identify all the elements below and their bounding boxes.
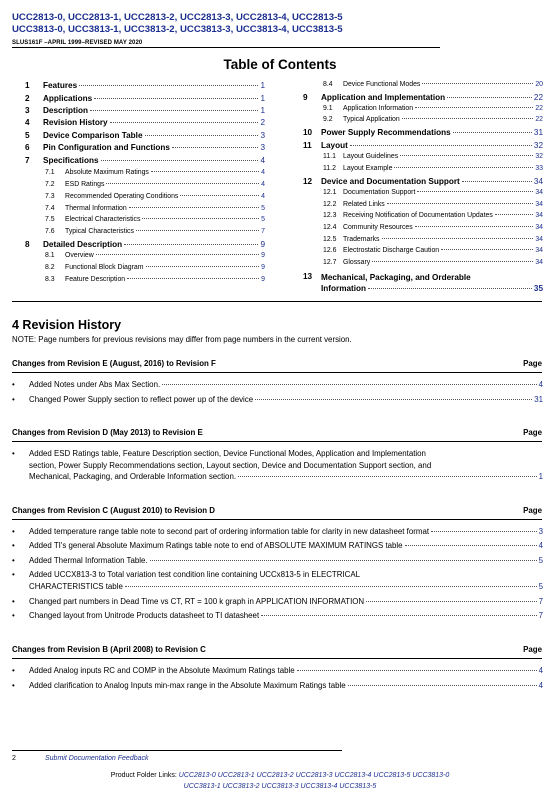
revision-list-item bbox=[12, 448, 543, 483]
toc-entry-page[interactable]: 34 bbox=[533, 177, 543, 186]
toc-entry-page[interactable]: 1 bbox=[260, 94, 265, 103]
toc-entry-label: Layout bbox=[321, 141, 348, 150]
revision-list-item bbox=[12, 665, 543, 677]
toc-entry-number: 12.2 bbox=[323, 201, 337, 208]
revision-list-item bbox=[12, 526, 543, 538]
product-folder-link[interactable]: UCC3813-3 bbox=[261, 782, 299, 790]
toc-entry-label: Typical Characteristics bbox=[65, 228, 134, 235]
page-column-label: Page bbox=[523, 359, 542, 368]
revision-list-item bbox=[12, 596, 543, 608]
toc-entry-page[interactable]: 9 bbox=[261, 264, 265, 271]
product-folder-link[interactable]: UCC2813-0 bbox=[178, 772, 218, 779]
item-text: Changed Power Supply section to reflect power up of the device bbox=[29, 395, 254, 404]
product-folder-links bbox=[0, 771, 560, 792]
toc-entry-page[interactable]: 32 bbox=[533, 141, 543, 150]
toc-entry-page[interactable]: 34 bbox=[535, 201, 543, 208]
toc-entry[interactable] bbox=[323, 165, 543, 172]
item-text: Added clarification to Analog Inputs min-max range in the Absolute Maximum Ratings table bbox=[29, 681, 346, 690]
product-folder-link[interactable]: UCC3813-5 bbox=[339, 782, 377, 790]
toc-entry-number: 7.2 bbox=[45, 181, 55, 188]
toc-entry[interactable] bbox=[25, 240, 265, 249]
section-rule bbox=[12, 658, 542, 659]
toc-entry-number: 12.6 bbox=[323, 247, 337, 254]
bullet: • bbox=[12, 681, 15, 690]
toc-entry-label: Application Information bbox=[343, 105, 414, 112]
toc-entry-page[interactable]: 1 bbox=[260, 106, 265, 115]
toc-entry-number: 6 bbox=[25, 143, 30, 152]
toc-entry-page[interactable]: 20 bbox=[535, 81, 543, 88]
toc-entry-page[interactable]: 34 bbox=[535, 247, 543, 254]
revision-list-item bbox=[12, 379, 543, 391]
item-page-link[interactable]: 3 bbox=[538, 527, 543, 536]
toc-entry-page[interactable]: 33 bbox=[535, 165, 543, 172]
item-page-link[interactable]: 5 bbox=[538, 581, 543, 591]
toc-entry[interactable] bbox=[45, 169, 265, 176]
toc-entry-label: ESD Ratings bbox=[65, 181, 105, 188]
revision-history-title: 4 Revision History bbox=[12, 318, 122, 332]
toc-entry-label: Device and Documentation Support bbox=[321, 177, 460, 186]
toc-entry[interactable] bbox=[303, 177, 543, 186]
toc-entry[interactable] bbox=[45, 252, 265, 259]
toc-entry-number: 12 bbox=[303, 177, 313, 186]
item-page-link[interactable]: 7 bbox=[538, 611, 543, 620]
toc-entry-number: 12.4 bbox=[323, 224, 337, 231]
toc-entry-number: 12.7 bbox=[323, 259, 337, 266]
toc-entry-label: Recommended Operating Conditions bbox=[65, 193, 179, 200]
product-folder-link[interactable]: UCC2813-4 bbox=[334, 772, 374, 779]
toc-entry-number: 10 bbox=[303, 128, 313, 137]
toc-entry-label: Pin Configuration and Functions bbox=[43, 143, 170, 152]
bullet: • bbox=[12, 449, 15, 458]
toc-entry-number: 1 bbox=[25, 81, 30, 90]
toc-entry-number: 8.4 bbox=[323, 81, 333, 88]
toc-entry-label: Receiving Notification of Documentation Updates bbox=[343, 212, 493, 219]
toc-entry-page[interactable]: 9 bbox=[261, 252, 265, 259]
item-page-link[interactable]: 4 bbox=[538, 681, 543, 690]
toc-entry[interactable] bbox=[323, 212, 543, 219]
toc-entry-page[interactable]: 35 bbox=[533, 284, 543, 293]
toc-entry-number: 11.1 bbox=[323, 153, 336, 160]
toc-entry-label: Revision History bbox=[43, 118, 108, 127]
section-rule bbox=[12, 441, 542, 442]
toc-entry[interactable] bbox=[45, 276, 265, 283]
toc-entry[interactable] bbox=[323, 105, 543, 112]
toc-entry-label: Absolute Maximum Ratings bbox=[65, 169, 149, 176]
revision-history-note: NOTE: Page numbers for previous revisions may differ from page numbers in the current version. bbox=[12, 335, 352, 344]
toc-entry-label: Community Resources bbox=[343, 224, 413, 231]
toc-entry-label: Documentation Support bbox=[343, 189, 416, 196]
toc-entry-number: 12.5 bbox=[323, 236, 337, 243]
bullet: • bbox=[12, 611, 15, 620]
toc-entry[interactable] bbox=[45, 228, 265, 235]
revision-list-item bbox=[12, 610, 543, 622]
toc-entry-label: Typical Application bbox=[343, 116, 400, 123]
item-text-line3: Mechanical, Packaging, and Orderable Information section. bbox=[29, 472, 237, 481]
toc-entry[interactable] bbox=[303, 141, 543, 150]
toc-entry[interactable] bbox=[323, 189, 543, 196]
toc-entry-page[interactable]: 4 bbox=[261, 169, 265, 176]
item-page-link[interactable]: 4 bbox=[538, 666, 543, 675]
section-rule bbox=[12, 372, 542, 373]
toc-entry-page[interactable]: 4 bbox=[261, 193, 265, 200]
toc-entry-number: 7 bbox=[25, 156, 30, 165]
toc-entry-page[interactable]: 22 bbox=[535, 116, 543, 123]
toc-entry-page[interactable]: 9 bbox=[260, 240, 265, 249]
toc-entry-number: 8.3 bbox=[45, 276, 55, 283]
toc-entry[interactable] bbox=[323, 247, 543, 254]
toc-entry-number: 8.1 bbox=[45, 252, 55, 259]
section-rule bbox=[12, 519, 542, 520]
document-id: SLUS161F –APRIL 1999–REVISED MAY 2020 bbox=[12, 40, 143, 46]
toc-entry-number: 9.2 bbox=[323, 116, 333, 123]
revision-list-item bbox=[12, 555, 543, 567]
toc-entry-page[interactable]: 9 bbox=[261, 276, 265, 283]
toc-entry[interactable] bbox=[45, 216, 265, 223]
bullet: • bbox=[12, 556, 15, 565]
toc-entry[interactable] bbox=[323, 224, 543, 231]
toc-entry-label: Description bbox=[43, 106, 89, 115]
toc-entry-label: Thermal Information bbox=[65, 205, 127, 212]
revision-section-heading bbox=[12, 645, 542, 654]
item-text: Added Thermal Information Table. bbox=[29, 556, 148, 565]
toc-entry[interactable] bbox=[303, 272, 543, 294]
toc-entry-label: Layout Example bbox=[343, 165, 393, 172]
toc-entry-page[interactable]: 22 bbox=[533, 93, 543, 102]
toc-entry-page[interactable]: 3 bbox=[260, 131, 265, 140]
toc-entry[interactable] bbox=[45, 181, 265, 188]
item-page-link[interactable]: 31 bbox=[534, 395, 543, 404]
toc-entry-page[interactable]: 31 bbox=[533, 128, 543, 137]
toc-entry-label: Glossary bbox=[343, 259, 371, 266]
toc-entry-label: Electrical Characteristics bbox=[65, 216, 141, 223]
toc-entry-number: 9 bbox=[303, 93, 308, 102]
bullet: • bbox=[12, 597, 15, 606]
toc-entry-page[interactable]: 1 bbox=[260, 81, 265, 90]
toc-entry-label: Related Links bbox=[343, 201, 385, 208]
toc-entry-number: 2 bbox=[25, 94, 30, 103]
revision-section-heading bbox=[12, 428, 542, 437]
toc-entry[interactable] bbox=[25, 156, 265, 165]
item-text: Added temperature range table note to second part of ordering information table for clarity in new datasheet format bbox=[29, 527, 430, 536]
toc-entry[interactable] bbox=[45, 264, 265, 271]
toc-entry-label: Application and Implementation bbox=[321, 93, 446, 102]
toc-entry-label: Feature Description bbox=[65, 276, 126, 283]
bullet: • bbox=[12, 527, 15, 536]
toc-entry-label: Mechanical, Packaging, and Orderable Information 35 bbox=[321, 273, 543, 293]
toc-entry-number: 8.2 bbox=[45, 264, 55, 271]
bullet: • bbox=[12, 666, 15, 675]
toc-entry[interactable] bbox=[323, 153, 543, 160]
toc-entry-label: Functional Block Diagram bbox=[65, 264, 144, 271]
revision-section-heading-text: Changes from Revision C (August 2010) to Revision D bbox=[12, 506, 215, 515]
toc-entry-label: Applications bbox=[43, 94, 93, 103]
toc-entry-page[interactable]: 4 bbox=[260, 156, 265, 165]
toc-title: Table of Contents bbox=[223, 57, 337, 72]
revision-list-item bbox=[12, 540, 543, 552]
toc-entry-page[interactable]: 34 bbox=[535, 259, 543, 266]
product-folder-link[interactable]: UCC2813-5 bbox=[373, 772, 413, 779]
bullet: • bbox=[12, 570, 15, 579]
item-text: Changed layout from Unitrode Products datasheet to TI datasheet bbox=[29, 611, 260, 620]
toc-entry-page[interactable]: 34 bbox=[535, 212, 543, 219]
toc-entry[interactable] bbox=[303, 128, 543, 137]
item-page-link[interactable]: 1 bbox=[538, 472, 543, 481]
toc-entry-label: Power Supply Recommendations bbox=[321, 128, 451, 137]
toc-entry[interactable] bbox=[323, 259, 543, 266]
revision-list-item bbox=[12, 569, 543, 592]
toc-entry-page[interactable]: 5 bbox=[261, 205, 265, 212]
toc-entry-label: Features bbox=[43, 81, 78, 90]
toc-entry-number: 12.3 bbox=[323, 212, 337, 219]
item-text: Added Notes under Abs Max Section. bbox=[29, 380, 161, 389]
item-text: Changed part numbers in Dead Time vs CT, RT = 100 k graph in APPLICATION INFORMATION bbox=[29, 597, 365, 606]
toc-entry-number: 9.1 bbox=[323, 105, 333, 112]
bullet: • bbox=[12, 395, 15, 404]
revision-section-heading bbox=[12, 359, 542, 368]
toc-entry-number: 7.1 bbox=[45, 169, 55, 176]
header-rule bbox=[12, 47, 440, 48]
header-part-numbers-line2: UCC3813-0, UCC3813-1, UCC3813-2, UCC3813-3, UCC3813-4, UCC3813-5 bbox=[12, 24, 343, 35]
toc-entry-number: 7.4 bbox=[45, 205, 55, 212]
toc-entry-number: 11.2 bbox=[323, 165, 336, 172]
toc-entry-page[interactable]: 3 bbox=[260, 143, 265, 152]
toc-entry[interactable] bbox=[25, 143, 265, 152]
toc-entry[interactable] bbox=[25, 106, 265, 115]
toc-entry-number: 3 bbox=[25, 106, 30, 115]
toc-entry[interactable] bbox=[303, 93, 543, 102]
toc-entry-label: Overview bbox=[65, 252, 94, 259]
toc-entry-page[interactable]: 34 bbox=[535, 224, 543, 231]
footer-rule bbox=[12, 750, 342, 751]
toc-entry[interactable] bbox=[323, 201, 543, 208]
item-text-line1: Added UCCX813-3 to Total variation test condition line containing UCCx813-5 in ELECTRICAL bbox=[29, 570, 360, 579]
toc-entry-number: 12.1 bbox=[323, 189, 337, 196]
toc-entry-label: Trademarks bbox=[343, 236, 380, 243]
toc-entry-label: Layout Guidelines bbox=[343, 153, 399, 160]
toc-entry-page[interactable]: 5 bbox=[261, 216, 265, 223]
product-folder-link[interactable]: UCC3813-0 bbox=[412, 772, 450, 779]
product-folder-links-label: Product Folder Links: bbox=[110, 772, 177, 779]
revision-list-item bbox=[12, 394, 543, 406]
product-folder-link[interactable]: UCC3813-2 bbox=[222, 782, 260, 790]
item-page-link[interactable]: 7 bbox=[538, 597, 543, 606]
toc-entry[interactable] bbox=[25, 94, 265, 103]
toc-entry-number: 8 bbox=[25, 240, 30, 249]
toc-entry-number: 4 bbox=[25, 118, 30, 127]
toc-entry[interactable] bbox=[45, 193, 265, 200]
toc-entry-page[interactable]: 34 bbox=[535, 189, 543, 196]
toc-entry[interactable] bbox=[323, 81, 543, 88]
product-folder-link[interactable]: UCC2813-3 bbox=[295, 772, 335, 779]
toc-entry[interactable] bbox=[323, 116, 543, 123]
item-text-line2: CHARACTERISTICS table bbox=[29, 581, 123, 591]
toc-entry-page[interactable]: 34 bbox=[535, 236, 543, 243]
bullet: • bbox=[12, 380, 15, 389]
product-folder-link[interactable]: UCC3813-4 bbox=[300, 782, 338, 790]
bullet: • bbox=[12, 541, 15, 550]
revision-list-item bbox=[12, 680, 543, 692]
page-column-label: Page bbox=[523, 645, 542, 654]
toc-entry-page[interactable]: 22 bbox=[535, 105, 543, 112]
toc-entry-label: Detailed Description bbox=[43, 240, 123, 249]
toc-bottom-rule bbox=[12, 301, 542, 302]
toc-entry[interactable] bbox=[25, 118, 265, 127]
toc-entry-label: Electrostatic Discharge Caution bbox=[343, 247, 440, 254]
product-folder-link[interactable]: UCC2813-1 bbox=[217, 772, 257, 779]
item-text-line2: section, Power Supply Recommendations section, Layout section, Device and Documentation Support section, and bbox=[29, 460, 432, 470]
toc-entry-number: 7.3 bbox=[45, 193, 55, 200]
revision-section-heading-text: Changes from Revision B (April 2008) to Revision C bbox=[12, 645, 206, 654]
revision-section-heading-text: Changes from Revision E (August, 2016) to Revision F bbox=[12, 359, 216, 368]
toc-entry-page[interactable]: 32 bbox=[535, 153, 543, 160]
item-page-link[interactable]: 4 bbox=[538, 380, 543, 389]
revision-section-heading bbox=[12, 506, 542, 515]
toc-entry-label: Device Functional Modes bbox=[343, 81, 421, 88]
submit-feedback-link[interactable]: Submit Documentation Feedback bbox=[45, 755, 149, 762]
toc-entry-number: 7.6 bbox=[45, 228, 55, 235]
toc-entry-label: Device Comparison Table bbox=[43, 131, 143, 140]
toc-entry-page[interactable]: 7 bbox=[261, 228, 265, 235]
item-text: Added TI's general Absolute Maximum Ratings table note to end of ABSOLUTE MAXIMUM RATINGS table bbox=[29, 541, 403, 550]
toc-entry[interactable] bbox=[25, 131, 265, 140]
page-column-label: Page bbox=[523, 506, 542, 515]
toc-entry-label: Specifications bbox=[43, 156, 99, 165]
product-folder-link[interactable]: UCC2813-2 bbox=[256, 772, 296, 779]
toc-entry-number: 5 bbox=[25, 131, 30, 140]
item-text-line1: Added ESD Ratings table, Feature Description section, Device Functional Modes, Application and Implementation bbox=[29, 449, 426, 458]
page-column-label: Page bbox=[523, 428, 542, 437]
toc-entry[interactable] bbox=[323, 236, 543, 243]
toc-entry-number: 13 bbox=[303, 272, 313, 281]
toc-entry-number: 7.5 bbox=[45, 216, 55, 223]
item-text: Added Analog inputs RC and COMP in the Absolute Maximum Ratings table bbox=[29, 666, 295, 675]
toc-entry[interactable] bbox=[25, 81, 265, 90]
toc-entry-page[interactable]: 4 bbox=[261, 181, 265, 188]
revision-section-heading-text: Changes from Revision D (May 2013) to Revision E bbox=[12, 428, 203, 437]
toc-entry[interactable] bbox=[45, 205, 265, 212]
item-page-link[interactable]: 5 bbox=[538, 556, 543, 565]
product-folder-link[interactable]: UCC3813-1 bbox=[183, 782, 221, 790]
toc-entry-number: 11 bbox=[303, 141, 312, 150]
page-number: 2 bbox=[12, 755, 16, 762]
header-part-numbers-line1: UCC2813-0, UCC2813-1, UCC2813-2, UCC2813-3, UCC2813-4, UCC2813-5 bbox=[12, 12, 343, 23]
toc-entry-page[interactable]: 2 bbox=[260, 118, 265, 127]
item-page-link[interactable]: 4 bbox=[538, 541, 543, 550]
